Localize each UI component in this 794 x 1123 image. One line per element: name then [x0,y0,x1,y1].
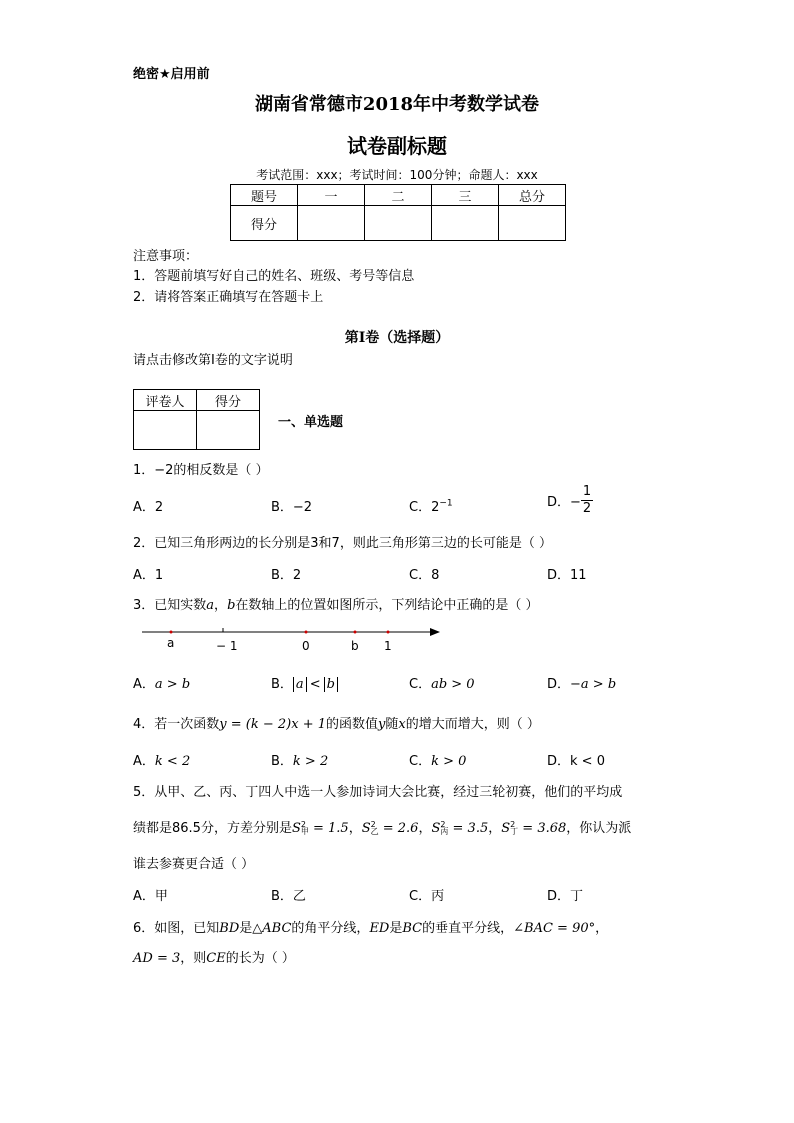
q5-option-b[interactable]: B．乙 [271,889,306,904]
arrow-right-icon [430,628,440,636]
q5-line-1: 5．从甲、乙、丙、丁四人中选一人参加诗词大会比赛，经过三轮初赛，他们的平均成 [133,785,623,800]
q4-a-expr: k < 2 [154,754,191,769]
point-zero [305,631,308,634]
reviewer-score-cell[interactable] [197,411,260,450]
q5-variance-ding: = 3.68 [518,821,567,836]
q3-var-a: a [206,598,215,613]
score-table [230,184,566,241]
q3-option-a[interactable] [133,673,190,692]
q3-d-expr: −a > b [570,677,617,692]
q3-c-prefix: C． [409,677,432,692]
q4-option-c[interactable] [409,750,466,769]
q1-stem: 1．−2的相反数是（ ） [133,463,269,478]
section-title: 第I卷（选择题） [344,330,450,346]
q1-c-prefix: C． [409,500,432,515]
q2-option-b[interactable]: B．2 [271,568,302,583]
q3-number-line [140,622,450,656]
q5-variance-symbol: S [291,821,301,836]
q4-stem [133,713,540,732]
q2-option-d[interactable]: D．11 [547,568,587,583]
q1-d-numerator: 1 [582,484,592,499]
q3-stem-part: 3．已知实数 [133,598,207,613]
q6-line-1 [133,917,608,936]
q6-ce: CE [206,951,226,966]
q5-variance-jia: = 1.5 [308,821,349,836]
label-one: 1 [384,639,392,653]
score-header-3: 三 [432,185,499,206]
q1-c-exponent: −1 [439,498,453,509]
q1-option-b[interactable]: B．−2 [271,500,313,515]
q3-a-prefix: A． [133,677,155,692]
q6-text: 6．如图，已知 [133,921,220,936]
notice-item-2: 2．请将答案正确填写在答题卡上 [133,290,324,305]
q4-var-y: y [378,717,386,732]
q1-d-prefix: D．− [547,495,581,510]
point-b [354,631,357,634]
score-cell-total[interactable] [499,206,566,241]
exam-subtitle: 试卷副标题 [347,134,447,158]
q6-ed: ED [369,921,390,936]
q4-c-prefix: C． [409,754,432,769]
q4-b-prefix: B． [271,754,293,769]
q3-b-abs-a: a [293,677,307,692]
q1-c-base: 2 [431,500,440,515]
q4-stem-part: 的增大而增大，则（ ） [405,717,540,732]
q5-option-c[interactable]: C．丙 [409,889,445,904]
q3-stem [133,594,539,613]
q5-line-2-text: 绩都是86.5分，方差分别是 [133,821,292,836]
score-header-total: 总分 [499,185,566,206]
q6-angle: ∠BAC = 90° [513,921,596,936]
q3-c-expr: ab > 0 [431,677,475,692]
q5-variance-symbol: S [501,821,511,836]
q5-sub-bing: 丙 [440,827,449,836]
q5-variance-symbol: S [361,821,371,836]
q1-option-a[interactable]: A．2 [133,500,164,515]
score-header-1: 一 [298,185,365,206]
q4-var-x: x [398,717,406,732]
q5-variance-bing: = 3.5 [448,821,489,836]
q3-option-d[interactable] [547,673,616,692]
q6-bd: BD [219,921,240,936]
q3-b-abs-b: b [324,677,338,692]
q6-text: 的角平分线， [291,921,370,936]
q3-stem-part: ， [214,598,228,613]
section-description[interactable]: 请点击修改第I卷的文字说明 [133,353,293,368]
exam-info: 考试范围：xxx；考试时间：100分钟；命题人：xxx [256,168,538,182]
label-zero: 0 [302,639,310,653]
q3-a-expr: a > b [154,677,191,692]
q5-option-d[interactable]: D．丁 [547,889,584,904]
q3-b-lt: < [309,677,321,692]
q3-stem-part: 在数轴上的位置如图所示，下列结论中正确的是（ ） [235,598,539,613]
q5-separator: ， [348,821,362,836]
score-header-2: 二 [365,185,432,206]
notice-title: 注意事项： [133,249,199,264]
q1-d-denominator: 2 [582,501,592,516]
q6-text: 是 [389,921,403,936]
q5-square: 2 [510,820,516,829]
q4-stem-part: 的函数值 [326,717,379,732]
q5-variance-symbol: S [431,821,441,836]
exam-title: 湖南省常德市2018年中考数学试卷 [254,94,540,115]
label-b: b [351,639,359,653]
q5-separator: ， [488,821,502,836]
q3-b-prefix: B． [271,677,293,692]
q5-square: 2 [370,820,376,829]
q6-text: 是 [239,921,253,936]
q6-line-2 [133,947,295,966]
q5-separator: ， [418,821,432,836]
q5-square: 2 [300,820,306,829]
q5-line-2 [133,817,631,836]
reviewer-score-header: 得分 [197,390,260,411]
q4-stem-part: 随 [385,717,399,732]
score-cell-1[interactable] [298,206,365,241]
q5-sub-yi: 乙 [370,827,379,836]
q3-option-b[interactable] [271,673,338,692]
q4-b-expr: k > 2 [292,754,329,769]
q6-bc: BC [402,921,423,936]
q5-sub-ding: 丁 [510,827,519,836]
q5-square: 2 [440,820,446,829]
q5-variance-yi: = 2.6 [378,821,419,836]
q3-option-c[interactable] [409,673,475,692]
q5-option-a[interactable]: A．甲 [133,889,168,904]
q4-option-b[interactable] [271,750,328,769]
q6-text: ， [595,921,609,936]
score-row-label: 得分 [231,206,298,241]
q4-stem-part: 4．若一次函数 [133,717,220,732]
secret-label: 绝密★启用前 [133,67,210,82]
point-a [170,631,173,634]
notice-item-1: 1．答题前填写好自己的姓名、班级、考号等信息 [133,269,415,284]
q6-text: ，则 [180,951,207,966]
score-cell-3[interactable] [432,206,499,241]
q5-line-3: 谁去参赛更合适（ ） [133,857,255,872]
q2-stem: 2．已知三角形两边的长分别是3和7，则此三角形第三边的长可能是（ ） [133,536,552,551]
part-title: 一、单选题 [278,415,344,430]
point-one [387,631,390,634]
reviewer-table [133,389,260,450]
label-a: a [167,636,175,650]
reviewer-cell[interactable] [134,411,197,450]
score-header-number: 题号 [231,185,298,206]
q1-option-d[interactable] [547,484,593,517]
q6-text: 的长为（ ） [225,951,295,966]
q5-line-2-end: ，你认为派 [566,821,632,836]
score-cell-2[interactable] [365,206,432,241]
reviewer-header: 评卷人 [134,390,197,411]
q4-function-expr: y = (k − 2)x + 1 [219,717,326,732]
q6-triangle-abc: △ABC [252,921,292,936]
q3-var-b: b [227,598,236,613]
q6-ad: AD = 3 [133,951,181,966]
q1-d-fraction [581,484,593,517]
q2-option-c[interactable]: C．8 [409,568,440,583]
q4-c-expr: k > 0 [431,754,467,769]
q4-a-prefix: A． [133,754,155,769]
q6-text: 的垂直平分线， [422,921,514,936]
q3-d-prefix: D． [547,677,571,692]
q1-option-c[interactable] [409,496,453,515]
q5-sub-jia: 甲 [300,827,309,836]
q4-option-a[interactable] [133,750,190,769]
q4-option-d[interactable]: D．k < 0 [547,754,605,769]
q2-option-a[interactable]: A．1 [133,568,164,583]
label-minus-one: − 1 [216,639,238,653]
